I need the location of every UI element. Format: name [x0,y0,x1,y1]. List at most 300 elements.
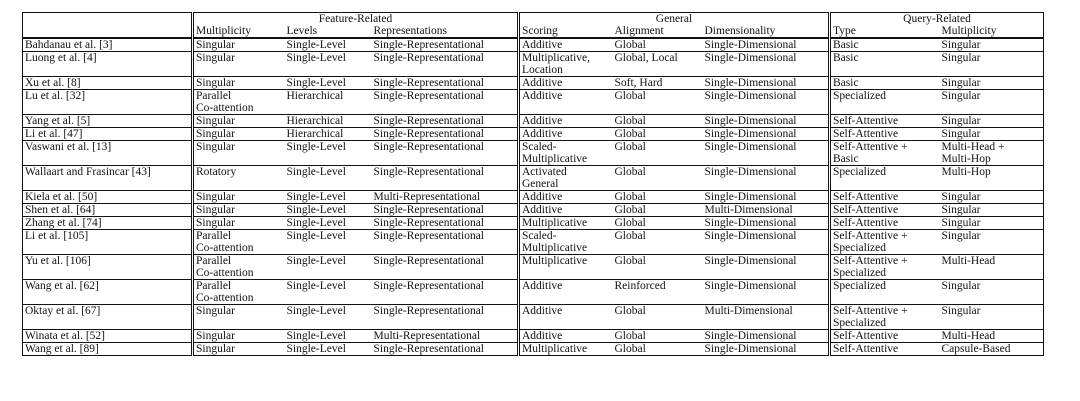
cell-query-type [830,52,940,77]
cell-model [23,115,193,128]
cell-line: Global [614,330,646,342]
table-row [23,128,1044,141]
cell-line: Additive [522,191,563,203]
cell-model [23,343,193,356]
cell-line: Single-Dimensional [704,128,797,140]
cell-general-scoring [519,90,613,115]
col-general-scoring: Scoring [519,25,613,38]
cell-general-dimensionality [703,90,830,115]
cell-model [23,217,193,230]
cell-line: Soft, Hard [614,77,663,89]
cell-line: Singular [941,280,981,292]
cell-line: Singular [196,77,235,89]
cell-query-type [830,141,940,166]
cell-feature-representations [372,230,519,255]
cell-line: Single-Representational [373,204,484,216]
cell-line: Single-Representational [373,166,484,178]
cell-line: Single-Level [286,330,346,342]
cell-line: Activated [522,166,567,178]
cell-query-multiplicity [940,90,1044,115]
cell-line: Global [614,191,646,203]
cell-general-alignment [613,38,703,52]
cell-general-dimensionality [703,77,830,90]
cell-feature-representations [372,217,519,230]
cell-feature-multiplicity [193,115,285,128]
group-header-row [23,13,1044,26]
cell-line: Self-Attentive [833,191,899,203]
cell-line: Basic [833,39,859,51]
cell-feature-multiplicity [193,77,285,90]
model-name: Xu et al. [8] [25,77,81,89]
cell-line: Multi-Dimensional [704,305,793,317]
cell-line: Global [614,90,646,102]
cell-line: Single-Representational [373,217,484,229]
cell-line: Additive [522,115,563,127]
cell-general-scoring [519,230,613,255]
model-name: Zhang et al. [74] [25,217,102,229]
cell-feature-levels [285,52,372,77]
table-row [23,217,1044,230]
cell-general-alignment [613,330,703,343]
cell-line: Hierarchical [286,128,344,140]
cell-line: Single-Level [286,280,346,292]
cell-general-alignment [613,52,703,77]
cell-feature-representations [372,280,519,305]
cell-line: Co-attention [196,102,254,114]
cell-line: Single-Representational [373,115,484,127]
cell-line: Single-Level [286,255,346,267]
cell-line: Singular [941,52,981,64]
cell-line: Single-Representational [373,90,484,102]
cell-line: Single-Level [286,217,346,229]
cell-line: Single-Dimensional [704,39,797,51]
cell-feature-multiplicity [193,217,285,230]
cell-general-scoring [519,280,613,305]
cell-line: Singular [196,39,235,51]
cell-model [23,305,193,330]
cell-model [23,77,193,90]
cell-general-scoring [519,255,613,280]
cell-general-scoring [519,38,613,52]
cell-line: Single-Dimensional [704,217,797,229]
model-name: Wallaart and Frasincar [43] [25,166,151,178]
cell-line: Specialized [833,267,887,279]
cell-feature-levels [285,115,372,128]
cell-feature-levels [285,255,372,280]
cell-line: Global [614,343,646,355]
cell-line: Single-Representational [373,52,484,64]
cell-query-type [830,204,940,217]
cell-general-dimensionality [703,191,830,204]
cell-query-multiplicity [940,305,1044,330]
cell-line: Self-Attentive [833,217,899,229]
cell-line: Single-Level [286,191,346,203]
cell-feature-levels [285,77,372,90]
col-general-dimensionality: Dimensionality [704,25,776,37]
cell-line: Single-Dimensional [704,343,797,355]
cell-feature-representations [372,204,519,217]
cell-query-type [830,217,940,230]
cell-line: Global [614,305,646,317]
model-name: Shen et al. [64] [25,204,96,216]
cell-query-multiplicity [940,166,1044,191]
cell-feature-multiplicity [193,128,285,141]
cell-feature-levels [285,280,372,305]
cell-feature-representations [372,166,519,191]
cell-query-multiplicity [940,255,1044,280]
cell-line: Multi-Dimensional [704,204,793,216]
cell-general-scoring [519,217,613,230]
cell-line: Multi-Representational [373,330,481,342]
cell-general-scoring [519,343,613,356]
cell-line: Additive [522,305,563,317]
table-row [23,52,1044,77]
cell-line: Single-Representational [373,280,484,292]
cell-feature-levels [285,38,372,52]
cell-general-scoring [519,191,613,204]
cell-query-type [830,191,940,204]
cell-line: Co-attention [196,242,254,254]
cell-query-multiplicity [940,217,1044,230]
cell-line: Basic [833,52,859,64]
cell-feature-representations [372,330,519,343]
table-row [23,141,1044,166]
cell-line: Basic [833,153,859,165]
cell-general-dimensionality [703,343,830,356]
table-container [22,12,1044,356]
cell-general-dimensionality [703,38,830,52]
cell-feature-multiplicity [193,255,285,280]
cell-line: Global [614,166,646,178]
cell-general-dimensionality [703,255,830,280]
cell-line: Singular [196,141,235,153]
cell-general-alignment [613,204,703,217]
cell-line: Global [614,39,646,51]
cell-line: Singular [941,90,981,102]
cell-general-scoring [519,77,613,90]
cell-query-multiplicity [940,141,1044,166]
cell-query-type [830,128,940,141]
cell-line: Reinforced [614,280,666,292]
group-general: General [519,13,830,26]
cell-line: Single-Dimensional [704,141,797,153]
cell-feature-levels [285,230,372,255]
cell-general-dimensionality [703,280,830,305]
corner-cell-2 [23,25,193,38]
cell-line: Global, Local [614,52,678,64]
cell-general-alignment [613,280,703,305]
cell-line: Single-Dimensional [704,230,797,242]
cell-line: Single-Level [286,39,346,51]
cell-line: Self-Attentive + [833,230,908,242]
cell-feature-multiplicity [193,141,285,166]
model-name: Yang et al. [5] [25,115,91,127]
table-row [23,191,1044,204]
cell-feature-multiplicity [193,305,285,330]
group-query-related: Query-Related [830,13,1044,26]
cell-feature-representations [372,141,519,166]
cell-line: Single-Dimensional [704,255,797,267]
cell-line: Global [614,141,646,153]
cell-model [23,191,193,204]
cell-general-dimensionality [703,115,830,128]
cell-line: Global [614,204,646,216]
cell-line: Multiplicative [522,255,588,267]
cell-feature-levels [285,141,372,166]
cell-model [23,52,193,77]
col-general-alignment: Alignment [614,25,664,37]
cell-line: Singular [196,191,235,203]
cell-feature-multiplicity [193,330,285,343]
cell-line: Single-Level [286,204,346,216]
cell-query-multiplicity [940,77,1044,90]
cell-line: Specialized [833,166,887,178]
cell-general-alignment [613,90,703,115]
cell-line: Self-Attentive [833,128,899,140]
cell-general-scoring [519,305,613,330]
cell-general-alignment [613,115,703,128]
model-name: Vaswani et al. [13] [25,141,112,153]
cell-line: Parallel [196,255,232,267]
cell-line: Global [614,128,646,140]
cell-query-multiplicity [940,343,1044,356]
cell-line: Single-Representational [373,39,484,51]
cell-line: Multiplicative [522,153,588,165]
cell-line: Multi-Head [941,330,996,342]
model-name: Lu et al. [32] [25,90,86,102]
cell-general-dimensionality [703,305,830,330]
cell-query-type [830,115,940,128]
cell-line: Global [614,230,646,242]
cell-line: Global [614,115,646,127]
cell-general-dimensionality [703,230,830,255]
cell-line: Scaled- [522,230,557,242]
cell-line: Global [614,255,646,267]
cell-line: Singular [196,343,235,355]
cell-general-scoring [519,128,613,141]
cell-feature-levels [285,90,372,115]
cell-line: Single-Level [286,52,346,64]
cell-line: Single-Representational [373,141,484,153]
cell-general-alignment [613,230,703,255]
cell-general-dimensionality [703,330,830,343]
cell-feature-multiplicity [193,38,285,52]
cell-feature-representations [372,191,519,204]
cell-line: Additive [522,39,563,51]
table-row [23,330,1044,343]
table-row [23,305,1044,330]
cell-general-dimensionality [703,52,830,77]
cell-feature-representations [372,52,519,77]
cell-line: Global [614,217,646,229]
model-name: Oktay et al. [67] [25,305,101,317]
cell-feature-levels [285,305,372,330]
cell-line: Singular [941,217,981,229]
model-name: Kiela et al. [50] [25,191,98,203]
cell-feature-representations [372,255,519,280]
cell-line: Scaled- [522,141,557,153]
cell-line: Multi-Hop [941,153,991,165]
col-query-multiplicity: Multiplicity [940,25,1044,38]
cell-feature-levels [285,204,372,217]
cell-model [23,255,193,280]
col-feature-multiplicity: Multiplicity [193,25,285,38]
cell-feature-levels [285,217,372,230]
cell-general-alignment [613,217,703,230]
cell-general-alignment [613,343,703,356]
cell-query-multiplicity [940,280,1044,305]
cell-line: Single-Representational [373,230,484,242]
cell-line: Singular [941,204,981,216]
cell-line: Additive [522,280,563,292]
cell-query-type [830,77,940,90]
table-row [23,115,1044,128]
cell-feature-representations [372,128,519,141]
cell-line: Location [522,64,563,76]
cell-feature-levels [285,128,372,141]
cell-line: Multi-Head [941,255,996,267]
cell-line: Hierarchical [286,90,344,102]
table-row [23,343,1044,356]
cell-line: Capsule-Based [941,343,1011,355]
cell-query-multiplicity [940,115,1044,128]
cell-line: Self-Attentive [833,343,899,355]
cell-line: Singular [196,52,235,64]
cell-line: Single-Representational [373,305,484,317]
cell-feature-representations [372,90,519,115]
cell-line: Single-Dimensional [704,77,797,89]
group-feature-related: Feature-Related [193,13,519,26]
cell-line: Single-Dimensional [704,330,797,342]
cell-line: Specialized [833,242,887,254]
cell-line: Single-Dimensional [704,191,797,203]
cell-general-dimensionality [703,128,830,141]
cell-line: Self-Attentive [833,115,899,127]
cell-line: Additive [522,77,563,89]
model-name: Li et al. [47] [25,128,83,140]
cell-query-type [830,90,940,115]
cell-feature-multiplicity [193,343,285,356]
table-row [23,255,1044,280]
cell-general-alignment [613,191,703,204]
cell-model [23,141,193,166]
col-feature-levels: Levels [286,25,318,37]
cell-line: Singular [196,330,235,342]
cell-query-multiplicity [940,128,1044,141]
model-name: Winata et al. [52] [25,330,106,342]
cell-line: Single-Representational [373,343,484,355]
cell-query-multiplicity [940,191,1044,204]
cell-line: Additive [522,330,563,342]
cell-feature-representations [372,115,519,128]
cell-line: Singular [941,305,981,317]
cell-general-alignment [613,128,703,141]
cell-general-scoring [519,330,613,343]
cell-line: Singular [196,115,235,127]
cell-query-type [830,305,940,330]
corner-cell [23,13,193,26]
cell-line: Self-Attentive [833,204,899,216]
col-feature-representations: Representations [373,25,447,37]
cell-general-scoring [519,141,613,166]
model-name: Wang et al. [62] [25,280,99,292]
cell-line: Single-Level [286,343,346,355]
cell-query-type [830,330,940,343]
cell-line: Single-Level [286,230,346,242]
cell-line: Multi-Representational [373,191,481,203]
cell-line: Single-Level [286,166,346,178]
cell-line: Single-Level [286,77,346,89]
cell-line: Multiplicative, [522,52,591,64]
cell-feature-representations [372,38,519,52]
col-query-type: Type [830,25,940,38]
cell-line: Singular [196,305,235,317]
cell-feature-multiplicity [193,191,285,204]
cell-query-type [830,343,940,356]
cell-line: Single-Dimensional [704,166,797,178]
model-name: Yu et al. [106] [25,255,91,267]
column-header-row [23,25,1044,38]
cell-feature-levels [285,166,372,191]
cell-line: Singular [196,128,235,140]
cell-model [23,280,193,305]
cell-line: Singular [941,115,981,127]
cell-query-multiplicity [940,38,1044,52]
cell-line: Self-Attentive + [833,305,908,317]
cell-line: Multiplicative [522,217,588,229]
cell-query-multiplicity [940,230,1044,255]
cell-feature-multiplicity [193,204,285,217]
table-row [23,90,1044,115]
table-row [23,38,1044,52]
attention-taxonomy-table [22,12,1044,356]
cell-line: Parallel [196,90,232,102]
cell-query-type [830,38,940,52]
cell-general-dimensionality [703,217,830,230]
cell-line: Parallel [196,280,232,292]
cell-general-dimensionality [703,204,830,217]
cell-line: Singular [941,77,981,89]
cell-feature-multiplicity [193,280,285,305]
cell-feature-multiplicity [193,90,285,115]
cell-query-multiplicity [940,204,1044,217]
cell-line: Multiplicative [522,242,588,254]
table-row [23,280,1044,305]
cell-general-alignment [613,255,703,280]
cell-model [23,204,193,217]
model-name: Li et al. [105] [25,230,89,242]
cell-feature-levels [285,343,372,356]
table-row [23,166,1044,191]
cell-model [23,230,193,255]
cell-general-dimensionality [703,166,830,191]
cell-line: Singular [941,39,981,51]
cell-line: Multiplicative [522,343,588,355]
cell-line: Self-Attentive + [833,141,908,153]
table-row [23,204,1044,217]
cell-line: Multi-Hop [941,166,991,178]
cell-line: Specialized [833,317,887,329]
cell-line: Singular [941,128,981,140]
cell-line: Single-Dimensional [704,115,797,127]
cell-feature-representations [372,343,519,356]
cell-line: Single-Level [286,141,346,153]
cell-line: Specialized [833,90,887,102]
cell-line: Single-Dimensional [704,52,797,64]
cell-general-scoring [519,204,613,217]
cell-general-dimensionality [703,141,830,166]
cell-line: Singular [941,191,981,203]
